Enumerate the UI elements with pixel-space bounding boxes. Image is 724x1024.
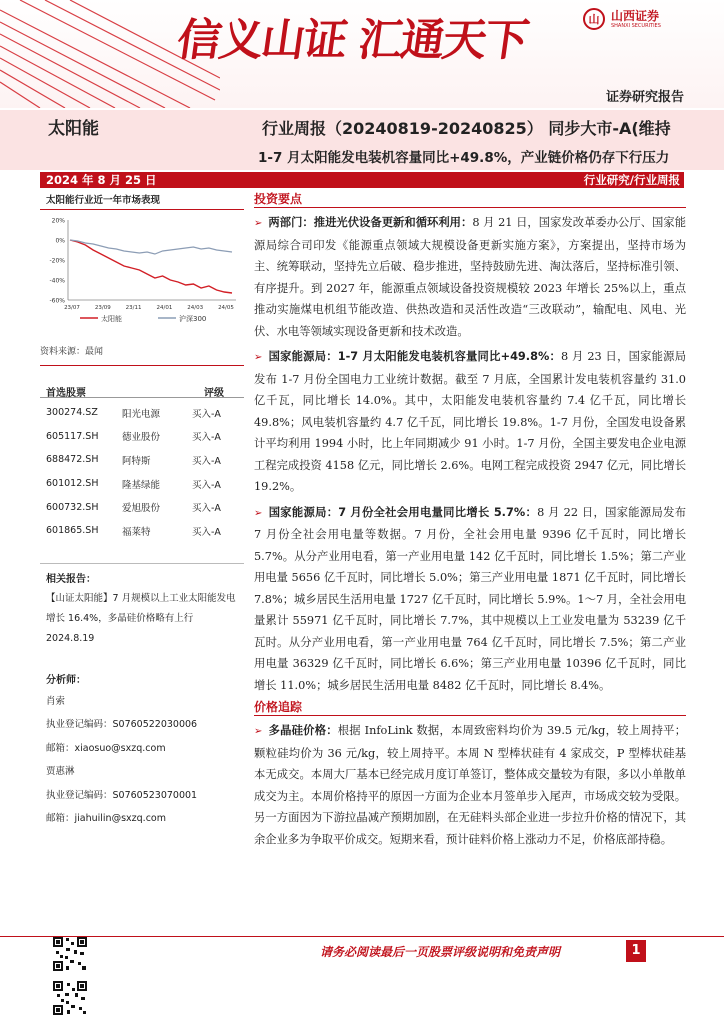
stocks-table	[40, 401, 244, 543]
stock-code: 688472.SH	[46, 454, 99, 466]
sidebar	[40, 188, 244, 831]
analyst-line: 执业登记编码：S0760522030006	[46, 719, 198, 731]
stock-code: 600732.SH	[46, 501, 99, 513]
analysts-list	[40, 690, 244, 831]
logo-name: 山西证券	[611, 8, 660, 23]
stock-rating: 买入-A	[192, 408, 221, 420]
stocks-table-header	[40, 384, 244, 398]
x-tick-label: 24/03	[187, 305, 204, 311]
stock-rating: 买入-A	[192, 503, 221, 515]
qr-code-icon	[52, 936, 88, 972]
stock-name: 爱旭股份	[122, 503, 161, 515]
x-tick-label: 24/05	[218, 305, 234, 311]
stock-rating: 买入-A	[192, 432, 221, 444]
qr-code-icon	[52, 980, 88, 1016]
arrow-icon: ➢	[254, 218, 263, 229]
arrow-icon: ➢	[254, 507, 263, 519]
stocks-heading: 首选股票	[46, 388, 86, 399]
footer-notice: 请务必阅读最后一页股票评级说明和免责声明	[320, 945, 561, 959]
report-date: 2024 年 8 月 25 日	[46, 173, 157, 187]
legend-label-hs300: 沪深300	[179, 315, 207, 323]
stock-row	[40, 472, 244, 496]
stock-rating: 买入-A	[192, 455, 221, 467]
legend-label-solar: 太阳能	[101, 315, 122, 323]
related-report[interactable]: 【山证太阳能】7 月规模以上工业太阳能发电增长 16.4%，多晶硅价格略有上行 2024.8.19	[46, 592, 236, 644]
stock-name: 隆基绿能	[122, 479, 161, 491]
footer-divider	[0, 936, 724, 937]
logo-english: SHANXI SECURITIES	[611, 22, 661, 29]
x-tick-label: 23/09	[94, 305, 111, 311]
stock-name: 德业股份	[122, 432, 161, 444]
analyst-line: 贾惠淋	[46, 766, 75, 778]
arrow-icon: ➢	[254, 726, 263, 737]
stock-name: 福莱特	[122, 526, 151, 538]
stock-code: 605117.SH	[46, 430, 99, 442]
stock-row	[40, 401, 244, 425]
sector-name: 太阳能	[48, 119, 99, 139]
paragraph-4-text: 根据 InfoLink 数据，本周致密料均价为 39.5 元/kg，较上周持平；颗粒硅均价为 36 元/kg，较上周持平。本周 N 型棒状硅有 4 家成交，P 型棒状硅基本无成交。本周大厂基本已经完成月度订单签订，整体成交量较为有限，多以小单散单成交为主。本周价格持平的原因一方面为企业本月签单步入尾声，市场成交较为受限。另一方面因为下游拉晶减产预期加剧，在无硅料头部企业进一步拉升价格的情况下，其余企业多为争取平价成交。短期来看，预计硅料价格上涨动力不足，价格底部持稳。	[254, 724, 686, 846]
series-line-hs300	[70, 240, 232, 254]
y-tick-label: -20%	[49, 257, 65, 265]
y-tick-label: -40%	[49, 277, 65, 285]
company-logo	[583, 8, 661, 30]
paragraph-3-label: 国家能源局：7 月份全社会用电量同比增长 5.7%：	[268, 505, 538, 519]
paragraph-4	[254, 720, 686, 850]
related-heading: 相关报告：	[40, 563, 244, 589]
stock-name: 阿特斯	[122, 455, 151, 467]
y-tick-label: 20%	[51, 217, 65, 225]
paragraph-1-label: 两部门：推进光伏设备更新和循环利用：	[268, 216, 473, 229]
paragraph-3	[254, 502, 686, 697]
paragraph-1	[254, 212, 686, 342]
section-price-tracking: 价格追踪	[254, 698, 686, 716]
stock-rating: 买入-A	[192, 479, 221, 491]
report-category: 行业研究/行业周报	[583, 173, 680, 187]
stock-row	[40, 495, 244, 519]
y-tick-label: -60%	[49, 297, 65, 305]
paragraph-1-text: 8 月 21 日，国家发改革委办公厅、国家能源局综合司印发《能源重点领域大规模设备更新实施方案》，方案提出，坚持市场为主、统筹联动，坚持先立后破、稳步推进，坚持鼓励先进、淘汰落后，坚持标准引领、有序提升。到 2027 年，能源重点领域设备投资规模较 2023 年增长 25%以上，重点推动实施煤电机组节能改造、供热改造和灵活性改造“三改联动”，输配电、风电、光伏、水电等领域实现设备更新和技术改造。	[254, 216, 686, 338]
stock-row	[40, 425, 244, 449]
main-content	[254, 190, 686, 850]
paragraph-2	[254, 346, 686, 498]
chart-source: 资料来源：最闻	[40, 347, 104, 357]
paragraph-4-label: 多晶硅价格：	[268, 724, 338, 737]
arrow-icon: ➢	[254, 352, 263, 363]
report-subtitle: 1-7 月太阳能发电装机容量同比+49.8%，产业链价格仍存下行压力	[258, 150, 670, 166]
section-investment-highlights: 投资要点	[254, 190, 686, 208]
logo-mark-icon: 山	[583, 8, 605, 30]
stock-code: 300274.SZ	[46, 407, 98, 419]
stock-code: 601012.SH	[46, 478, 99, 490]
chart-heading: 太阳能行业近一年市场表现	[40, 188, 244, 210]
x-tick-label: 23/11	[125, 305, 142, 311]
report-title: 行业周报（20240819-20240825） 同步大市-A(维持	[262, 119, 671, 138]
paragraph-2-label: 国家能源局：1-7 月太阳能发电装机容量同比+49.8%：	[268, 350, 562, 363]
slogan: 信义山证 汇通天下	[173, 15, 531, 66]
analyst-line[interactable]: 邮箱：xiaosuo@sxzq.com	[46, 742, 166, 754]
stock-row	[40, 519, 244, 543]
analyst-line[interactable]: 邮箱：jiahuilin@sxzq.com	[46, 813, 166, 825]
performance-chart	[40, 210, 244, 330]
y-tick-label: 0%	[55, 237, 65, 245]
stock-rating: 买入-A	[192, 526, 221, 538]
rating-heading: 评级	[204, 388, 224, 399]
stock-code: 601865.SH	[46, 525, 99, 537]
analysts-heading: 分析师：	[46, 674, 86, 686]
analyst-line: 执业登记编码：S0760523070001	[46, 789, 198, 801]
paragraph-3-text: 8 月 22 日，国家能源局发布 7 月份全社会用电量等数据。7 月份，全社会用电量 9396 亿千瓦时，同比增长 5.7%。从分产业用电看，第一产业用电量 142 亿千瓦时，同比增长 1.5%；第二产业用电量 5656 亿千瓦时，同比增长 5.0%；第三产业用电量 1871 亿千瓦时，同比增长 7.8%；城乡居民生活用电量 1727 亿千瓦时，同比增长 5.9%。1～7 月，全社会用电量累计 55971 亿千瓦时，同比增长 7.7%，其中规模以上工业发电量为 53239 亿千瓦时。从分产业用电看，第一产业用电量 764 亿千瓦时，同比增长 7.5%；第二产业用电量 36329 亿千瓦时，同比增长 6.6%；第三产业用电量 10396 亿千瓦时，同比增长 11.0%；城乡居民生活用电量 8482 亿千瓦时，同比增长 8.4%。	[254, 505, 686, 692]
stock-name: 阳光电源	[122, 408, 161, 420]
stock-row	[40, 448, 244, 472]
x-tick-label: 23/07	[64, 305, 80, 311]
analyst-line: 肖索	[46, 695, 66, 707]
x-tick-label: 24/01	[156, 305, 173, 311]
paragraph-2-text: 8 月 23 日，国家能源局发布 1-7 月份全国电力工业统计数据。截至 7 月底，全国累计发电装机容量约 31.0 亿千瓦，同比增长 14.0%。其中，太阳能发电装机容量约 7.4 亿千瓦，同比增长 49.8%；风电装机容量约 4.7 亿千瓦，同比增长 19.8%。1-7 月份，全国发电设备累计平均利用 1994 小时，比上年同期减少 91 小时。1-7 月份，全国主要发电企业电源工程完成投资 4158 亿元，同比增长 2.6%。电网工程完成投资 2947 亿元，同比增长 19.2%。	[254, 350, 686, 493]
report-type: 证券研究报告	[605, 90, 684, 105]
page-number: 1	[626, 940, 646, 962]
